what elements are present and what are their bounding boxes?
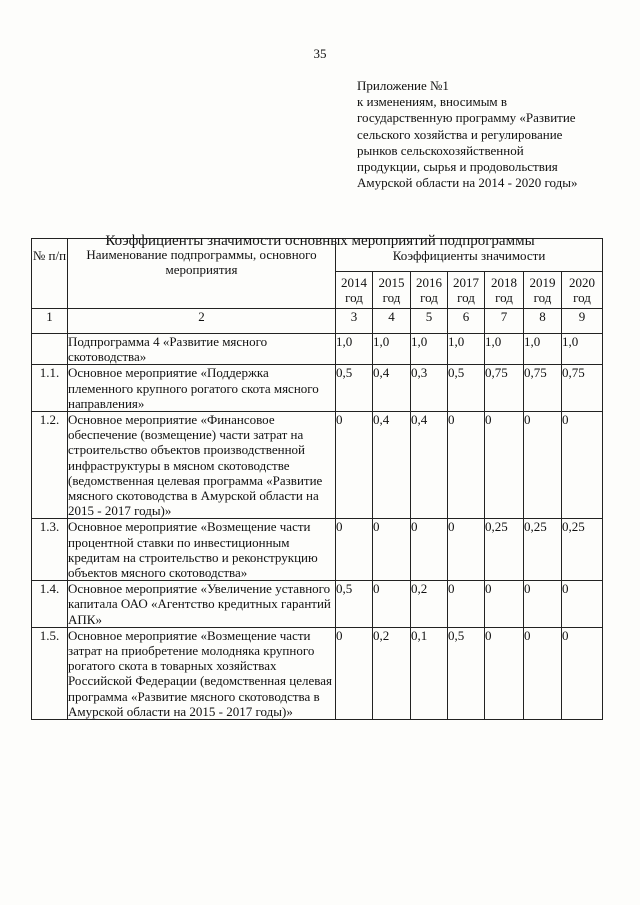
coefficient-value: 0,5: [336, 365, 373, 412]
coefficient-value: 0: [562, 581, 603, 628]
row-number: 1.3.: [32, 519, 68, 581]
appendix-line: сельского хозяйства и регулирование: [357, 126, 563, 142]
coefficient-value: 0: [411, 519, 448, 581]
row-name: Основное мероприятие «Финансовое обеспечение (возмещение) части затрат на строительство объектов производственной инфраструктуры в мясном скотоводстве (ведомственная целевая программа «Развитие мясного скотоводства в Амурской области на 2015 - 2017 годы)»: [68, 412, 336, 519]
header-year-value: 2014: [341, 275, 367, 290]
coefficient-value: 1,0: [411, 334, 448, 365]
column-index-cell: 7: [485, 309, 524, 334]
row-number: 1.1.: [32, 365, 68, 412]
coefficient-value: 0: [524, 581, 562, 628]
appendix-line: рынков сельскохозяйственной: [357, 142, 524, 158]
header-year-value: 2019: [529, 275, 556, 290]
coefficient-value: 0: [373, 581, 411, 628]
header-year-unit: год: [420, 290, 438, 305]
header-year: [524, 272, 562, 309]
row-name: Основное мероприятие «Возмещение части процентной ставки по инвестиционным кредитам на строительство и реконструкцию объектов мясного скотоводства»: [68, 519, 336, 581]
appendix-line: Амурской области на 2014 - 2020 годы»: [357, 175, 578, 191]
row-number: [32, 334, 68, 365]
coefficient-value: 0,75: [524, 365, 562, 412]
coefficient-value: 0,5: [336, 581, 373, 628]
column-index-cell: 8: [524, 309, 562, 334]
coefficient-value: 1,0: [336, 334, 373, 365]
coefficient-value: 0,25: [562, 519, 603, 581]
header-year: [485, 272, 524, 309]
table-row: [32, 581, 603, 628]
coefficient-value: 1,0: [562, 334, 603, 365]
header-name: Наименование подпрограммы, основного мероприятия: [68, 239, 336, 309]
column-index-cell: 2: [68, 309, 336, 334]
header-year-value: 2015: [378, 275, 405, 290]
coefficients-table: [31, 238, 603, 720]
row-number: 1.5.: [32, 627, 68, 719]
header-num: № п/п: [32, 239, 68, 309]
coefficient-value: 0,2: [411, 581, 448, 628]
coefficient-value: 0: [562, 412, 603, 519]
row-name: Подпрограмма 4 «Развитие мясного скотоводства»: [68, 334, 336, 365]
coefficient-value: 0: [448, 519, 485, 581]
column-index-cell: 9: [562, 309, 603, 334]
coefficient-value: 0,4: [411, 412, 448, 519]
coefficient-value: 0,25: [485, 519, 524, 581]
table-row: [32, 365, 603, 412]
row-name: Основное мероприятие «Поддержка племенного крупного рогатого скота мясного направления»: [68, 365, 336, 412]
coefficient-value: 0: [448, 581, 485, 628]
column-index-cell: 4: [373, 309, 411, 334]
document-title: Коэффициенты значимости основных мероприятий подпрограммы: [105, 233, 535, 249]
coefficient-value: 0,75: [485, 365, 524, 412]
header-year-unit: год: [495, 290, 513, 305]
coefficient-value: 0,25: [524, 519, 562, 581]
table-row: [32, 519, 603, 581]
column-index-cell: 6: [448, 309, 485, 334]
header-year: [373, 272, 411, 309]
appendix-line: к изменениям, вносимым в: [357, 94, 508, 110]
header-year: [336, 272, 373, 309]
coefficient-value: 0,4: [373, 365, 411, 412]
header-year: [448, 272, 485, 309]
column-index-cell: 1: [32, 309, 68, 334]
coefficient-value: 0: [524, 412, 562, 519]
header-year-unit: год: [457, 290, 475, 305]
header-year-value: 2016: [416, 275, 442, 290]
coefficient-value: 0: [485, 412, 524, 519]
coefficient-value: 0: [524, 627, 562, 719]
coefficient-value: 0: [373, 519, 411, 581]
coefficient-value: 1,0: [448, 334, 485, 365]
header-year: [562, 272, 603, 309]
table-header: [32, 239, 603, 309]
coefficient-value: 0: [485, 627, 524, 719]
header-year-value: 2020: [569, 275, 596, 290]
coefficient-value: 1,0: [485, 334, 524, 365]
appendix-line: Приложение №1: [357, 78, 449, 93]
coefficient-value: 0,4: [373, 412, 411, 519]
coefficient-value: 0,1: [411, 627, 448, 719]
coefficient-value: 0: [562, 627, 603, 719]
column-index-cell: 3: [336, 309, 373, 334]
row-number: 1.4.: [32, 581, 68, 628]
row-name: Основное мероприятие «Увеличение уставного капитала ОАО «Агентство кредитных гарантий АПК»: [68, 581, 336, 628]
row-name: Основное мероприятие «Возмещение части затрат на приобретение молодняка крупного рогатого скота в товарных хозяйствах Российской Федерации (ведомственная целевая программа «Развитие мясного скотоводства в Амурской области на 2015 - 2017 годы)»: [68, 627, 336, 719]
header-year-unit: год: [533, 290, 552, 305]
page-number: 35: [313, 46, 327, 61]
appendix-line: государственную программу «Развитие: [357, 110, 576, 126]
coefficient-value: 1,0: [524, 334, 562, 365]
coefficient-value: 0: [336, 412, 373, 519]
coefficient-value: 0,3: [411, 365, 448, 412]
column-index-cell: 5: [411, 309, 448, 334]
coefficient-value: 0,75: [562, 365, 603, 412]
header-year-value: 2018: [491, 275, 517, 290]
header-year-unit: год: [345, 290, 363, 305]
coefficient-value: 0,5: [448, 627, 485, 719]
coefficient-value: 1,0: [373, 334, 411, 365]
header-year-unit: год: [382, 290, 401, 305]
coefficient-value: 0,5: [448, 365, 485, 412]
coefficient-value: 0: [448, 412, 485, 519]
table-row: [32, 627, 603, 719]
appendix-line: продукции, сырья и продовольствия: [357, 159, 558, 175]
coefficient-value: 0: [336, 627, 373, 719]
coefficient-value: 0: [485, 581, 524, 628]
header-coefficients: Коэффициенты значимости: [336, 239, 603, 272]
coefficient-value: 0: [336, 519, 373, 581]
table-row: [32, 334, 603, 365]
header-year-value: 2017: [453, 275, 479, 290]
table-row: [32, 412, 603, 519]
coefficient-value: 0,2: [373, 627, 411, 719]
row-number: 1.2.: [32, 412, 68, 519]
header-year: [411, 272, 448, 309]
appendix-block: [357, 78, 627, 191]
header-year-unit: год: [573, 290, 591, 305]
index-row: [32, 309, 603, 334]
